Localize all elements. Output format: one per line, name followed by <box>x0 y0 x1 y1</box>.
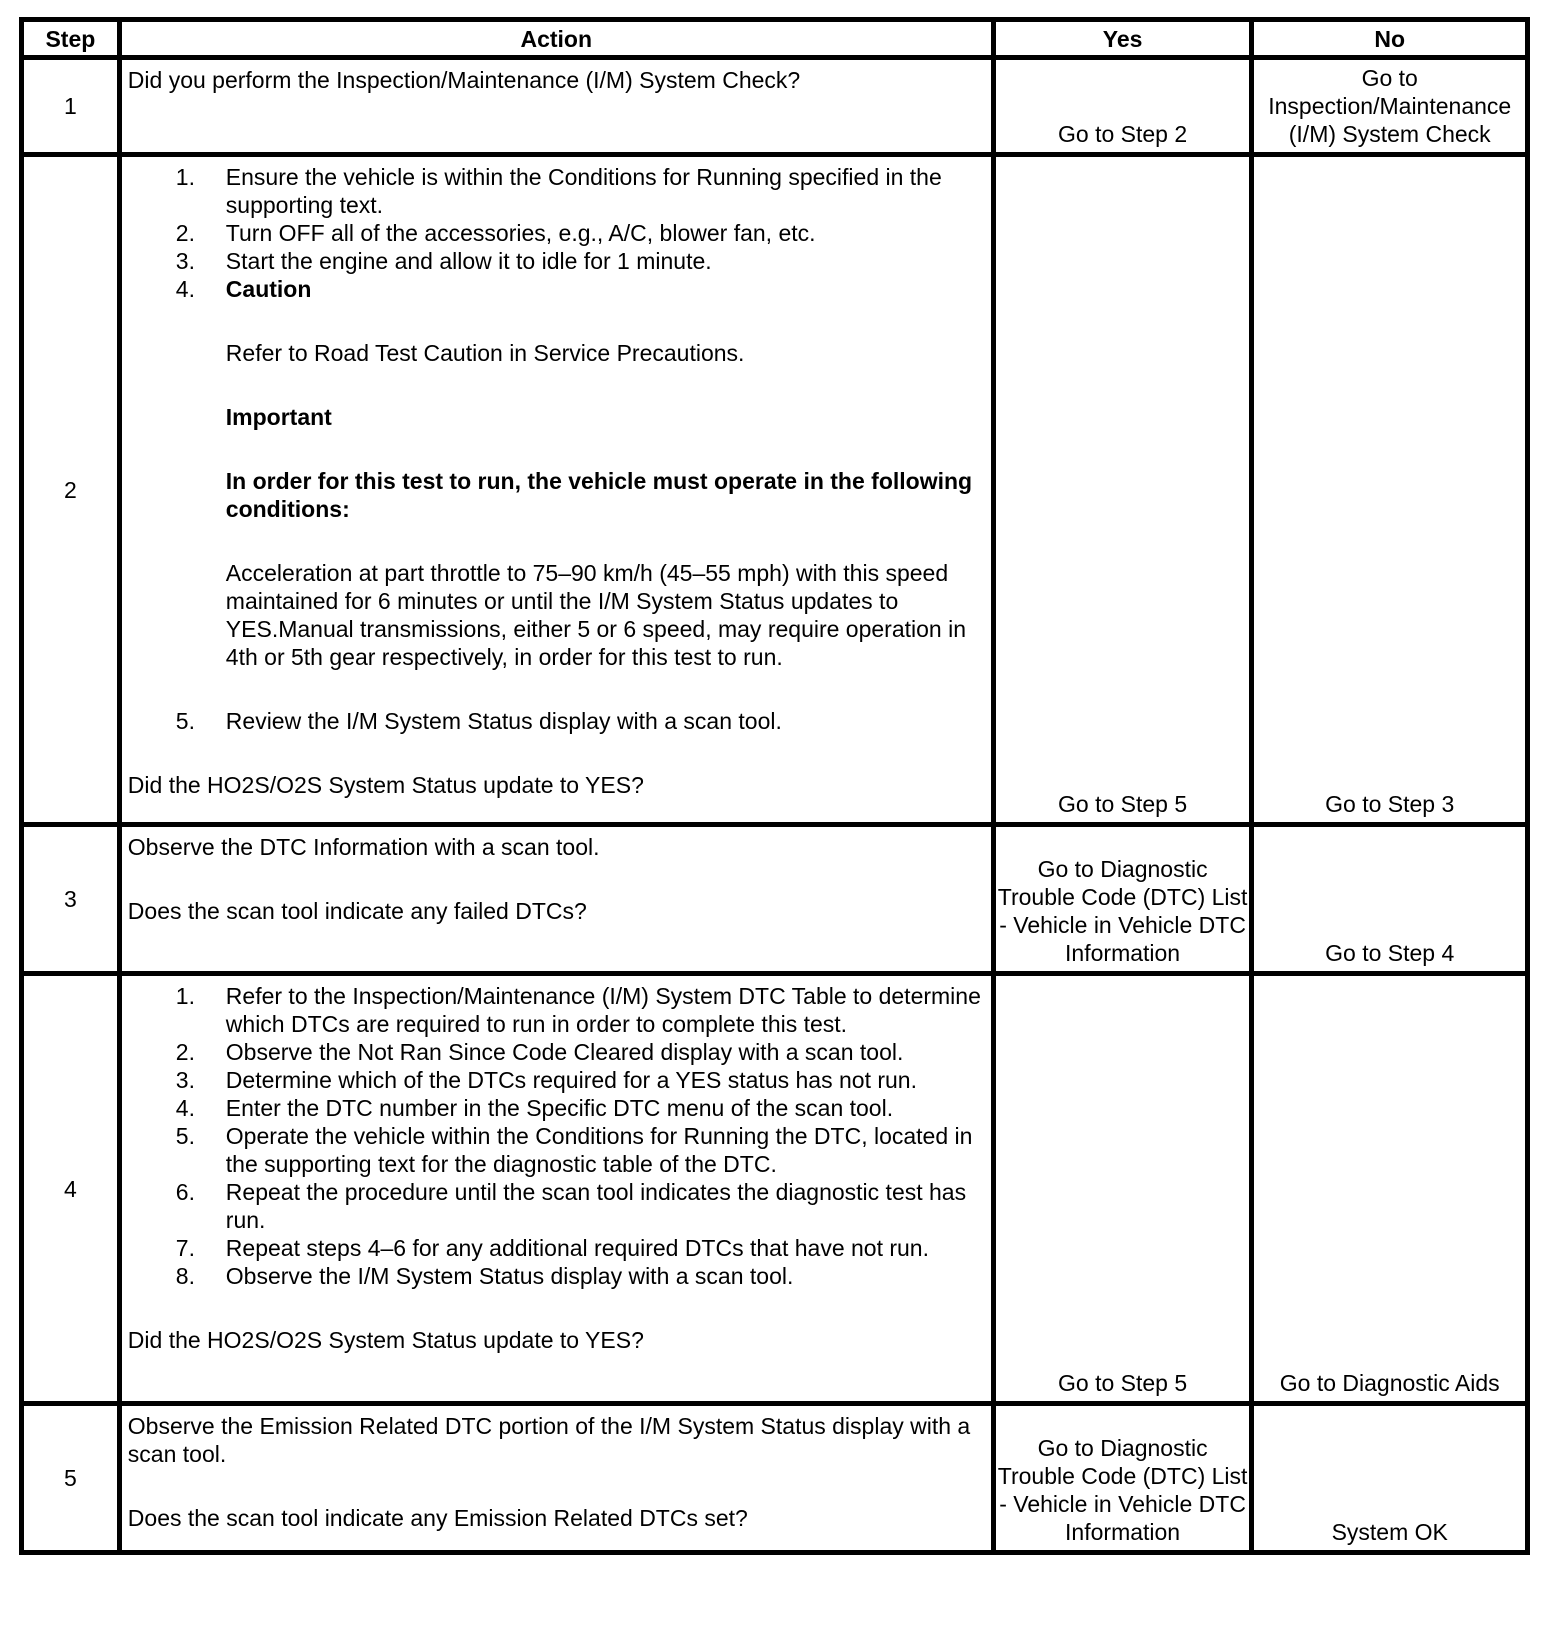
action-question: Does the scan tool indicate any failed DTCs? <box>127 898 587 924</box>
caution-text: Refer to Road Test Caution in Service Precautions. <box>225 340 745 366</box>
conditions-text: Acceleration at part throttle to 75–90 km/h (45–55 mph) with this speed maintained for 6 minutes or until the I/M System Status updates to YES.Manual transmissions, either 5 or 6 speed, may require operation in 4th or 5th gear respectively, in order for this test to run. <box>225 560 967 670</box>
list-item <box>128 247 983 275</box>
table-row-step-3 <box>22 825 1528 974</box>
list-item-text: Turn OFF all of the accessories, e.g., A/C, blower fan, etc. <box>225 220 816 246</box>
table-row-step-4 <box>22 974 1528 1404</box>
step-number: 1 <box>22 58 120 155</box>
action-cell <box>119 1404 993 1553</box>
step-number: 5 <box>22 1404 120 1553</box>
no-cell: Go to Inspection/Maintenance (I/M) System Check <box>1252 58 1528 155</box>
list-item-number: 1. <box>175 164 195 190</box>
list-item-text: Refer to the Inspection/Maintenance (I/M) System DTC Table to determine which DTCs are required to run in order to complete this test. <box>225 983 981 1037</box>
list-item-number: 2. <box>175 1039 195 1065</box>
list-item-text: Ensure the vehicle is within the Conditions for Running specified in the supporting text. <box>225 164 942 218</box>
action-question: Did the HO2S/O2S System Status update to YES? <box>127 772 644 798</box>
list-item-number: 4. <box>175 1095 195 1121</box>
list-item <box>128 219 983 247</box>
header-action: Action <box>119 20 993 58</box>
caution-label: Caution <box>225 276 312 302</box>
action-question: Did the HO2S/O2S System Status update to YES? <box>127 1327 644 1353</box>
step-number: 4 <box>22 974 120 1404</box>
action-cell <box>119 974 993 1404</box>
important-label: Important <box>225 404 332 430</box>
header-yes: Yes <box>993 20 1252 58</box>
table-row-step-1 <box>22 58 1528 155</box>
list-item <box>128 163 983 219</box>
yes-cell: Go to Diagnostic Trouble Code (DTC) List - Vehicle in Vehicle DTC Information <box>993 1404 1252 1553</box>
yes-cell: Go to Step 5 <box>993 974 1252 1404</box>
list-item <box>128 1094 983 1122</box>
list-item <box>128 1178 983 1234</box>
list-item-number: 8. <box>175 1263 195 1289</box>
list-item-number: 5. <box>175 1123 195 1149</box>
action-intro: Observe the DTC Information with a scan tool. <box>127 834 600 860</box>
list-item <box>128 1066 983 1094</box>
list-item-number: 3. <box>175 248 195 274</box>
list-item-text: Observe the I/M System Status display with a scan tool. <box>225 1263 794 1289</box>
list-item-number: 2. <box>175 220 195 246</box>
yes-cell: Go to Diagnostic Trouble Code (DTC) List - Vehicle in Vehicle DTC Information <box>993 825 1252 974</box>
step-number: 2 <box>22 155 120 825</box>
list-item-number: 4. <box>175 276 195 302</box>
list-item <box>128 1262 983 1290</box>
action-question: Did you perform the Inspection/Maintenance (I/M) System Check? <box>127 67 801 93</box>
important-text: In order for this test to run, the vehicle must operate in the following conditions: <box>225 468 973 522</box>
list-item <box>128 707 983 735</box>
action-steps-list <box>128 982 983 1290</box>
list-item-text: Repeat steps 4–6 for any additional required DTCs that have not run. <box>225 1235 929 1261</box>
action-steps-list <box>128 163 983 735</box>
list-item-text: Operate the vehicle within the Conditions for Running the DTC, located in the supporting text for the diagnostic table of the DTC. <box>225 1123 973 1177</box>
table-row-step-5 <box>22 1404 1528 1553</box>
no-cell: Go to Step 4 <box>1252 825 1528 974</box>
list-item-text: Repeat the procedure until the scan tool indicates the diagnostic test has run. <box>225 1179 967 1233</box>
list-item-number: 3. <box>175 1067 195 1093</box>
list-item-text: Start the engine and allow it to idle for 1 minute. <box>225 248 712 274</box>
action-question: Does the scan tool indicate any Emission Related DTCs set? <box>127 1505 748 1531</box>
diagnostic-table <box>19 17 1530 1555</box>
list-item-text: Observe the Not Ran Since Code Cleared display with a scan tool. <box>225 1039 904 1065</box>
diagnostic-document <box>19 17 1530 1555</box>
table-row-step-2 <box>22 155 1528 825</box>
yes-cell: Go to Step 2 <box>993 58 1252 155</box>
no-cell: Go to Step 3 <box>1252 155 1528 825</box>
action-cell <box>119 825 993 974</box>
list-item <box>128 982 983 1038</box>
yes-cell: Go to Step 5 <box>993 155 1252 825</box>
list-item-text: Enter the DTC number in the Specific DTC menu of the scan tool. <box>225 1095 894 1121</box>
header-row <box>22 20 1528 58</box>
list-item-number: 5. <box>175 708 195 734</box>
list-item-number: 7. <box>175 1235 195 1261</box>
list-item-text: Review the I/M System Status display with a scan tool. <box>225 708 782 734</box>
action-intro: Observe the Emission Related DTC portion of the I/M System Status display with a scan tool. <box>127 1413 971 1467</box>
list-item-number: 1. <box>175 983 195 1009</box>
list-item <box>128 1234 983 1262</box>
list-item <box>128 275 983 707</box>
list-item <box>128 1038 983 1066</box>
action-cell <box>119 58 993 155</box>
no-cell: Go to Diagnostic Aids <box>1252 974 1528 1404</box>
header-step: Step <box>22 20 120 58</box>
step-number: 3 <box>22 825 120 974</box>
list-item-number: 6. <box>175 1179 195 1205</box>
list-item <box>128 1122 983 1178</box>
header-no: No <box>1252 20 1528 58</box>
no-cell: System OK <box>1252 1404 1528 1553</box>
list-item-text: Determine which of the DTCs required for a YES status has not run. <box>225 1067 917 1093</box>
action-cell <box>119 155 993 825</box>
